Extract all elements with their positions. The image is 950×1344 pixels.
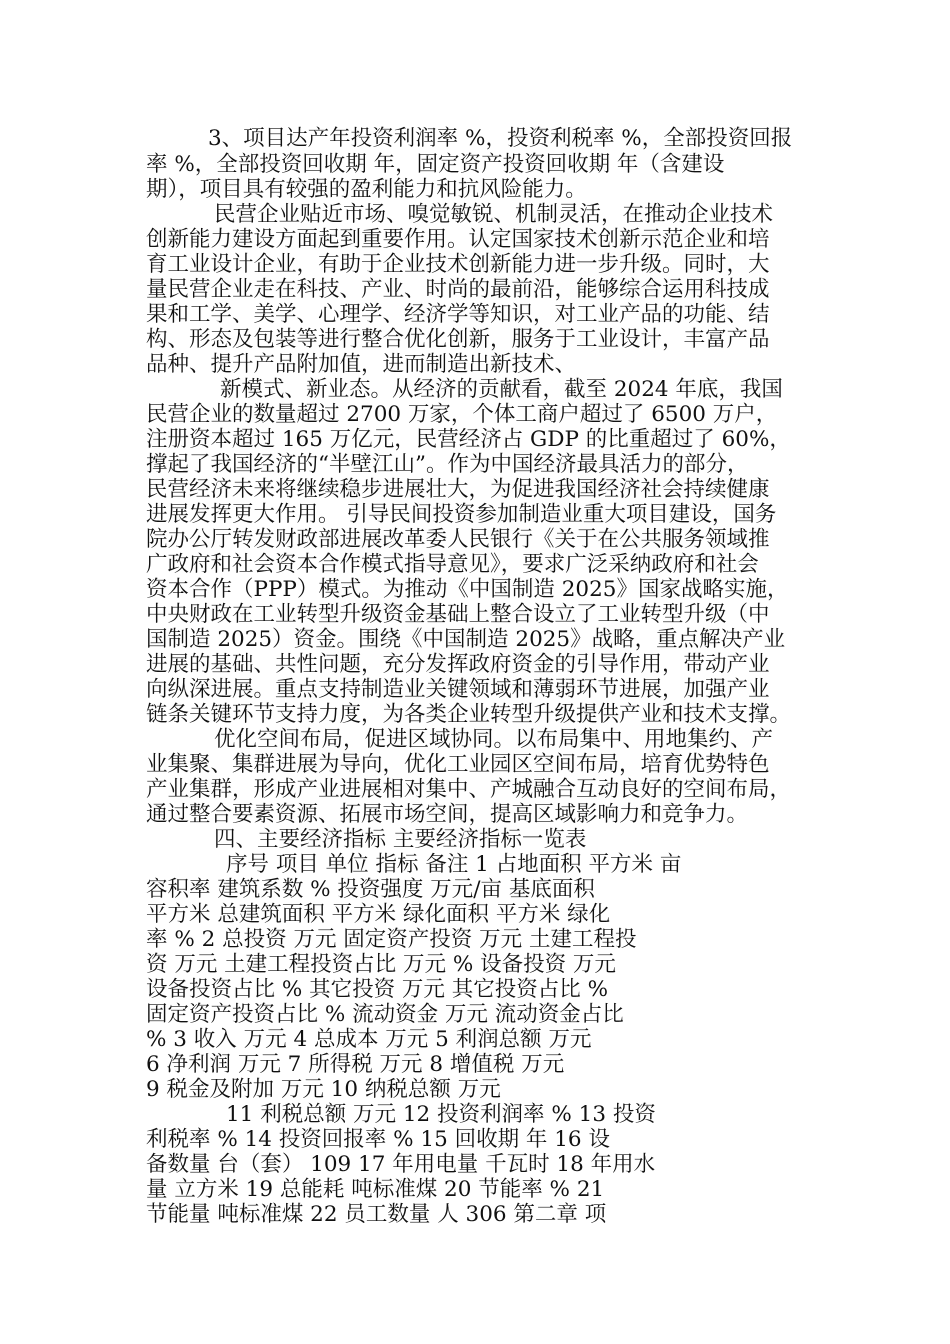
text-line: 注册资本超过 165 万亿元，民营经济占 GDP 的比重超过了 60%， <box>146 427 791 452</box>
text-line: 新模式、新业态。从经济的贡献看，截至 2024 年底，我国 <box>220 377 783 402</box>
text-line: 中央财政在工业转型升级资金基础上整合设立了工业转型升级（中 <box>146 602 770 627</box>
text-line: 进展发挥更大作用。 引导民间投资参加制造业重大项目建设，国务 <box>146 502 777 527</box>
table-text-line: 容积率 建筑系数 % 投资强度 万元/亩 基底面积 <box>146 877 595 902</box>
text-line: 链条关键环节支持力度，为各类企业转型升级提供产业和技术支撑。 <box>146 702 792 727</box>
section-heading: 四、主要经济指标 主要经济指标一览表 <box>214 827 587 852</box>
text-line: 育工业设计企业，有助于企业技术创新能力进一步升级。同时，大 <box>146 252 770 277</box>
text-line: 撑起了我国经济的“半壁江山”。作为中国经济最具活力的部分， <box>146 452 749 477</box>
table-text-line: 利税率 % 14 投资回报率 % 15 回收期 年 16 设 <box>146 1127 610 1152</box>
text-line: 民营经济未来将继续稳步进展壮大，为促进我国经济社会持续健康 <box>146 477 770 502</box>
text-line: 量民营企业走在科技、产业、时尚的最前沿，能够综合运用科技成 <box>146 277 770 302</box>
text-line: 广政府和社会资本合作模式指导意见》，要求广泛采纳政府和社会 <box>146 552 759 577</box>
text-line: 产业集群，形成产业进展相对集中、产城融合互动良好的空间布局， <box>146 777 792 802</box>
table-text-line: 平方米 总建筑面积 平方米 绿化面积 平方米 绿化 <box>146 902 611 927</box>
table-text-line: 率 % 2 总投资 万元 固定资产投资 万元 土建工程投 <box>146 927 637 952</box>
text-line: 创新能力建设方面起到重要作用。认定国家技术创新示范企业和培 <box>146 227 770 252</box>
table-text-line: 资 万元 土建工程投资占比 万元 % 设备投资 万元 <box>146 952 616 977</box>
table-text-line: 9 税金及附加 万元 10 纳税总额 万元 <box>146 1077 501 1102</box>
table-text-line: 量 立方米 19 总能耗 吨标准煤 20 节能率 % 21 <box>146 1177 605 1202</box>
text-line: 院办公厅转发财政部进展改革委人民银行《关于在公共服务领域推 <box>146 527 770 552</box>
text-line: 率 %，全部投资回收期 年，固定资产投资回收期 年（含建设 <box>146 152 725 177</box>
text-line: 通过整合要素资源、拓展市场空间，提高区域影响力和竞争力。 <box>146 802 749 827</box>
table-text-line: 6 净利润 万元 7 所得税 万元 8 增值税 万元 <box>146 1052 565 1077</box>
table-text-line: 设备投资占比 % 其它投资 万元 其它投资占比 % <box>146 977 609 1002</box>
text-line: 民营企业的数量超过 2700 万家，个体工商户超过了 6500 万户， <box>146 402 778 427</box>
text-line: 资本合作（PPP）模式。为推动《中国制造 2025》国家战略实施， <box>146 577 789 602</box>
text-line: 果和工学、美学、心理学、经济学等知识，对工业产品的功能、结 <box>146 302 770 327</box>
text-line: 3、项目达产年投资利润率 %，投资利税率 %，全部投资回报 <box>208 126 793 151</box>
text-line: 进展的基础、共性问题，充分发挥政府资金的引导作用，带动产业 <box>146 652 770 677</box>
text-line: 品种、提升产品附加值，进而制造出新技术、 <box>146 352 577 377</box>
table-text-line: 11 利税总额 万元 12 投资利润率 % 13 投资 <box>226 1102 656 1127</box>
text-line: 期），项目具有较强的盈利能力和抗风险能力。 <box>146 177 587 202</box>
text-line: 业集聚、集群进展为导向，优化工业园区空间布局，培育优势特色 <box>146 752 770 777</box>
table-text-line: % 3 收入 万元 4 总成本 万元 5 利润总额 万元 <box>146 1027 592 1052</box>
table-text-line: 序号 项目 单位 指标 备注 1 占地面积 平方米 亩 <box>226 852 682 877</box>
table-text-line: 备数量 台（套） 109 17 年用电量 千瓦时 18 年用水 <box>146 1152 656 1177</box>
table-text-line: 固定资产投资占比 % 流动资金 万元 流动资金占比 <box>146 1002 624 1027</box>
table-text-line: 节能量 吨标准煤 22 员工数量 人 306 第二章 项 <box>146 1202 607 1227</box>
text-line: 构、形态及包装等进行整合优化创新，服务于工业设计，丰富产品 <box>146 327 770 352</box>
text-line: 民营企业贴近市场、嗅觉敏锐、机制灵活，在推动企业技术 <box>214 202 774 227</box>
text-line: 国制造 2025）资金。围绕《中国制造 2025》战略，重点解决产业 <box>146 627 786 652</box>
text-line: 向纵深进展。重点支持制造业关键领域和薄弱环节进展，加强产业 <box>146 677 770 702</box>
text-line: 优化空间布局，促进区域协同。以布局集中、用地集约、产 <box>214 727 774 752</box>
